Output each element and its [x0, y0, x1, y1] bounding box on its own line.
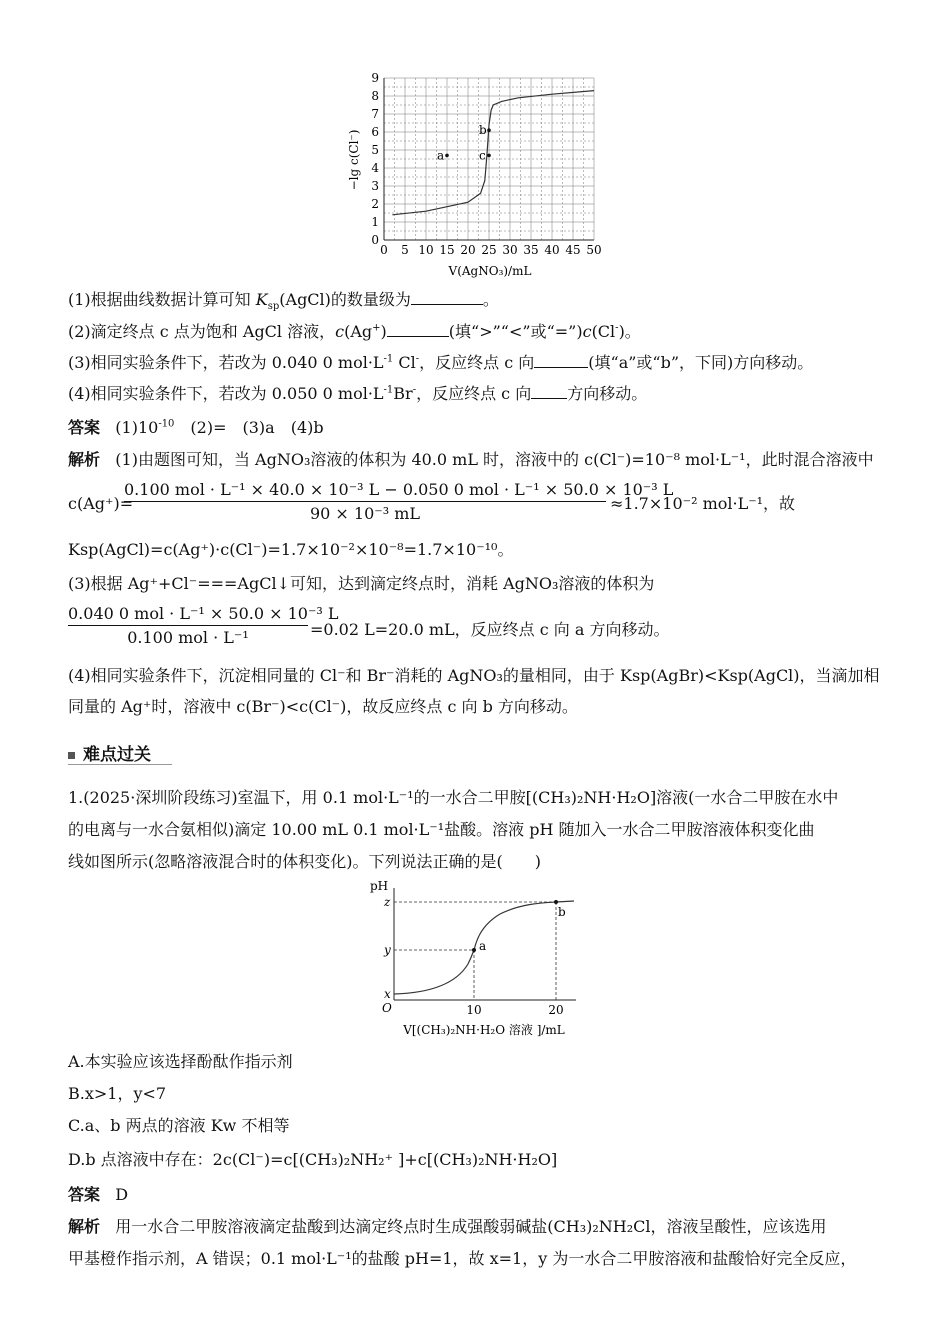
analysis-1-line-6: (4)相同实验条件下，沉淀相同量的 Cl⁻和 Br⁻消耗的 AgNO₃的量相同，由于 Ksp(AgBr)<Ksp(AgCl)，当滴加相 [68, 666, 880, 685]
point-a [445, 154, 449, 158]
titration-chart [340, 70, 610, 280]
tick-y: y [384, 943, 391, 957]
y-tick-label: 1 [371, 215, 379, 229]
data-points [437, 123, 491, 162]
problem-1-line-3: 线如图所示(忽略溶液混合时的体积变化)。下列说法正确的是( ) [68, 852, 541, 871]
x-axis-label: V[(CH₃)₂NH·H₂O 溶液 ]/mL [403, 1023, 565, 1037]
tick-x: x [384, 987, 391, 1001]
point-a [472, 948, 476, 952]
x-tick-label: 30 [502, 243, 518, 257]
fraction-2-denominator: 0.100 mol · L⁻¹ [127, 628, 249, 647]
fraction-1 [124, 480, 674, 523]
y-tick-label: 9 [371, 71, 379, 85]
point-b [554, 900, 558, 904]
y-tick-label: 6 [371, 125, 379, 139]
x-tick-label: 15 [439, 243, 455, 257]
analysis-1-cag-label: c(Ag⁺)= [68, 494, 134, 513]
square-bullet-icon [68, 752, 75, 759]
x-tick-label: 35 [523, 243, 539, 257]
option-b: B.x>1，y<7 [68, 1084, 167, 1103]
option-a: A.本实验应该选择酚酞作指示剂 [68, 1052, 293, 1071]
point-label-b: b [479, 123, 487, 138]
x-tick-label: 50 [586, 243, 602, 257]
question-2: (2)滴定终点 c 点为饱和 AgCl 溶液，c(Ag+) (填“>”“<”或“=”)c(Cl-)。 [68, 322, 641, 341]
fraction-2 [68, 604, 339, 647]
y-tick-label: 5 [371, 143, 379, 157]
tick-10: 10 [466, 1003, 482, 1017]
fraction-2-numerator: 0.040 0 mol · L⁻¹ × 50.0 × 10⁻³ L [68, 604, 339, 623]
ph-chart [360, 878, 590, 1040]
section-heading: 难点过关 [68, 740, 151, 765]
x-tick-label: 5 [401, 243, 409, 257]
x-tick-label: 0 [380, 243, 388, 257]
analysis-1-line-7: 同量的 Ag⁺时，溶液中 c(Br⁻)<c(Cl⁻)，故反应终点 c 向 b 方向移动。 [68, 697, 578, 716]
analysis-2-line-2: 甲基橙作指示剂，A 错误；0.1 mol·L⁻¹的盐酸 pH=1，故 x=1，y 为一水合二甲胺溶液和盐酸恰好完全反应， [68, 1249, 857, 1268]
titration-curve [392, 91, 594, 215]
y-tick-label: 7 [371, 107, 379, 121]
analysis-1-line-1: 解析 (1)由题图可知，当 AgNO₃溶液的体积为 40.0 mL 时，溶液中的 c(Cl⁻)=10⁻⁸ mol·L⁻¹，此时混合溶液中 [68, 450, 874, 469]
label-b: b [558, 905, 566, 919]
question-1: (1)根据曲线数据计算可知 $K_{sp}(AgCl)$的数量级为 。 [68, 290, 499, 313]
problem-1-line-2: 的电离与一水合氨相似)滴定 10.00 mL 0.1 mol·L⁻¹盐酸。溶液 pH 随加入一水合二甲胺溶液体积变化曲 [68, 820, 815, 839]
tick-20: 20 [548, 1003, 564, 1017]
option-d: D.b 点溶液中存在：2c(Cl⁻)=c[(CH₃)₂NH₂⁺ ]+c[(CH₃)₂NH·H₂O] [68, 1150, 558, 1169]
x-tick-label: 20 [460, 243, 476, 257]
origin-label: O [382, 1001, 392, 1015]
label-a: a [479, 939, 487, 953]
y-tick-label: 3 [371, 179, 379, 193]
x-tick-label: 40 [544, 243, 560, 257]
x-tick-label: 45 [565, 243, 581, 257]
y-axis-label: −lg c(Cl⁻) [347, 129, 361, 191]
problem-1-line-1: 1.(2025·深圳阶段练习)室温下，用 0.1 mol·L⁻¹的一水合二甲胺[(CH₃)₂NH·H₂O]溶液(一水合二甲胺在水中 [68, 788, 839, 807]
question-3: (3)相同实验条件下，若改为 0.040 0 $mol\cdot L^{-1}$ Cl-，反应终点 c 向 (填“a”或“b”，下同)方向移动。 [68, 353, 814, 372]
fraction-1-denominator: 90 × 10⁻³ mL [309, 504, 421, 523]
point-label-c: c [479, 148, 486, 163]
option-c: C.a、b 两点的溶液 Kw 不相等 [68, 1116, 290, 1135]
y-tick-label: 8 [371, 89, 379, 103]
section-divider [68, 764, 172, 765]
x-axis-label: V(AgNO₃)/mL [448, 264, 532, 278]
x-tick-label: 10 [418, 243, 434, 257]
answer-1: 答案 $(1)10^{-10}$ (2)= (3)a (4)b [68, 418, 324, 437]
point-label-a: a [437, 148, 445, 163]
point-c [487, 154, 491, 158]
y-tick-label: 0 [371, 233, 379, 247]
fraction-1-numerator: 0.100 mol · L⁻¹ × 40.0 × 10⁻³ L − 0.050 0 mol · L⁻¹ × 50.0 × 10⁻³ L [124, 480, 674, 499]
point-b [487, 128, 491, 132]
chart-grid [384, 78, 594, 240]
x-tick-label: 25 [481, 243, 497, 257]
analysis-2-line-1: 解析 用一水合二甲胺溶液滴定盐酸到达滴定终点时生成强酸弱碱盐(CH₃)₂NH₂Cl，溶液呈酸性，应该选用 [68, 1217, 827, 1236]
question-4: (4)相同实验条件下，若改为 0.050 0 $mol\cdot L^{-1}Br^-$，反应终点 c 向 方向移动。 [68, 384, 648, 403]
analysis-1-volume-result: =0.02 L=20.0 mL，反应终点 c 向 a 方向移动。 [310, 620, 670, 639]
analysis-1-cag-result: ≈1.7×10⁻² mol·L⁻¹，故 [610, 494, 796, 513]
tick-z: z [384, 895, 391, 909]
y-tick-label: 2 [371, 197, 379, 211]
analysis-1-ksp: Ksp(AgCl)=c(Ag⁺)·c(Cl⁻)=1.7×10⁻²×10⁻⁸=1.7×10⁻¹⁰。 [68, 540, 514, 559]
answer-2: 答案 D [68, 1185, 129, 1204]
ph-label: pH [370, 879, 389, 893]
analysis-1-line-4: (3)根据 Ag⁺+Cl⁻===AgCl↓可知，达到滴定终点时，消耗 AgNO₃溶液的体积为 [68, 574, 655, 593]
y-tick-label: 4 [371, 161, 379, 175]
